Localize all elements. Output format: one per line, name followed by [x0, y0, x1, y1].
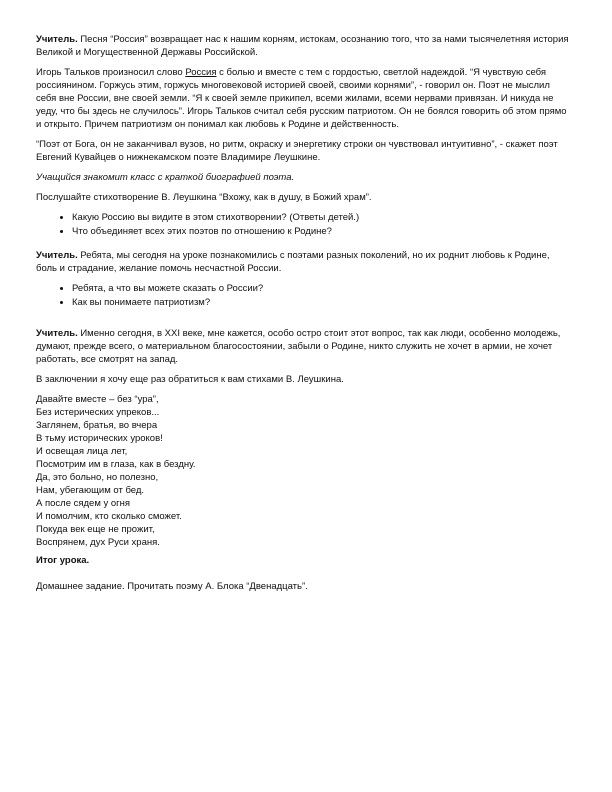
document-body — [36, 33, 572, 600]
russia-link[interactable]: Россия — [185, 67, 217, 78]
poem-line: Нам, убегающим от бед. — [36, 485, 145, 496]
paragraph-conclusion-intro: В заключении я хочу еще раз обратиться к вам стихами В. Леушкина. — [36, 374, 344, 385]
poem-block — [36, 393, 572, 549]
speaker-label: Учитель. — [36, 250, 78, 261]
poem-line: Без истерических упреков... — [36, 407, 160, 418]
list-item: • Как вы понимаете патриотизм? — [72, 296, 572, 309]
paragraph-teacher-generations — [36, 249, 572, 275]
poem-line: Заглянем, братья, во вчера — [36, 420, 158, 431]
paragraph-homework: Домашнее задание. Прочитать поэму А. Блока “Двенадцать”. — [36, 581, 308, 592]
paragraph-text: с болью и вместе с тем с гордостью, светлой надеждой. “Я чувствую себя россиянином. Горжусь этим, горжусь многовековой историей своей, своими корнями”, - говорил он. Поэт не мыслил себя вне России, вне своей земли. “Я к своей земле прикипел, всеми жилами, всеми нервами привязан. И никуда не уеду, что бы здесь не случилось”. Игорь Тальков считал себя русским патриотом. Он не боялся говорить об этом прямо и открыто. Причем патриотизм он понимал как любовь к Родине и действенность. — [36, 67, 567, 130]
spacer — [36, 320, 572, 327]
poem-line: В тьму исторических уроков! — [36, 433, 163, 444]
question-list-2 — [36, 282, 572, 309]
paragraph-text: Ребята, мы сегодня на уроке познакомились с поэтами разных поколений, но их роднит любовь к Родине, боль и страдание, желание помочь несчастной России. — [36, 250, 550, 274]
poem-line: И освещая лица лет, — [36, 446, 128, 457]
paragraph-talkov — [36, 66, 572, 131]
italic-note: Учащийся знакомит класс с краткой биографией поэта. — [36, 172, 295, 183]
poem-line: А после сядем у огня — [36, 498, 131, 509]
list-item: • Ребята, а что вы можете сказать о России? — [72, 282, 572, 295]
paragraph-teacher-xxi-century — [36, 327, 572, 366]
speaker-label: Учитель. — [36, 328, 78, 339]
poem-line: И помолчим, кто сколько сможет. — [36, 511, 182, 522]
poem-line: Воспрянем, дух Руси храня. — [36, 537, 160, 548]
list-item: • Какую Россию вы видите в этом стихотворении? (Ответы детей.) — [72, 211, 572, 224]
poem-line: Посмотрим им в глаза, как в бездну. — [36, 459, 196, 470]
paragraph-student-biography — [36, 171, 572, 184]
paragraph-teacher-intro — [36, 33, 572, 59]
paragraph-kuvaytsev-quote: “Поэт от Бога, он не заканчивал вузов, но ритм, окраску и энергетику строки он чувствовал интуитивно”, - скажет поэт Евгений Кувайцев о нижнекамском поэте Владимире Леушкине. — [36, 139, 558, 163]
paragraph-text: Именно сегодня, в XXI веке, мне кажется, особо остро стоит этот вопрос, так как люди, особенно молодежь, думают, прежде всего, о материальном благосостоянии, забыли о Родине, никто служить не хочет в армии, не хочет работать, все смотрят на запад. — [36, 328, 561, 365]
lesson-summary-heading: Итог урока. — [36, 555, 90, 566]
paragraph-text: Песня “Россия” возвращает нас к нашим корням, истокам, осознанию того, что за нами тысячелетняя история Великой и Могущественной Державы Российской. — [36, 34, 569, 58]
paragraph-text: Игорь Тальков произносил слово — [36, 67, 186, 78]
speaker-label: Учитель. — [36, 34, 78, 45]
paragraph-listen-poem: Послушайте стихотворение В. Леушкина “Вхожу, как в душу, в Божий храм”. — [36, 192, 372, 203]
list-item: • Что объединяет всех этих поэтов по отношению к Родине? — [72, 225, 572, 238]
question-list-1 — [36, 211, 572, 238]
poem-line: Покуда век еще не прожит, — [36, 524, 155, 535]
poem-line: Да, это больно, но полезно, — [36, 472, 159, 483]
poem-line: Давайте вместе – без “ура”, — [36, 394, 159, 405]
